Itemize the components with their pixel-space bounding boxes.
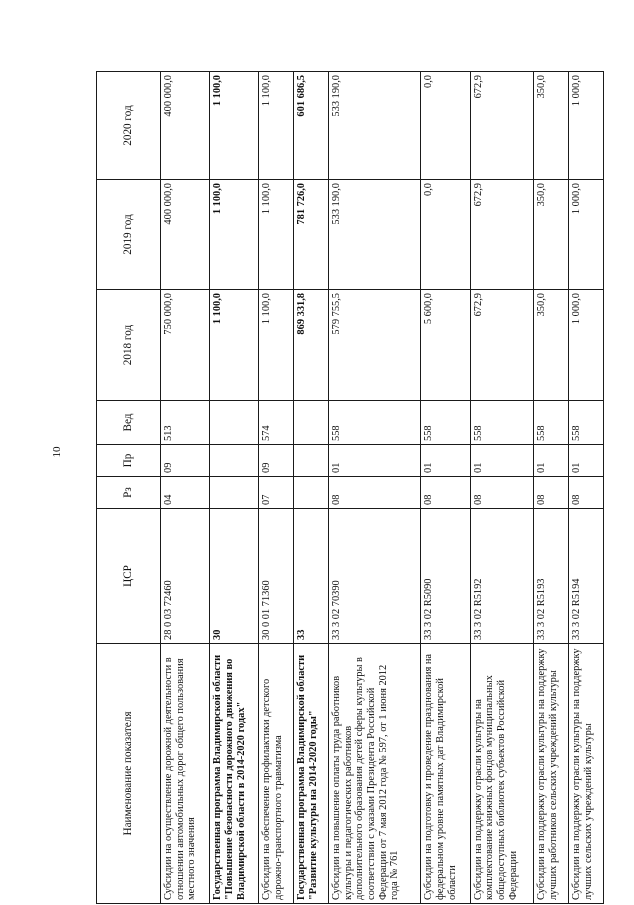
budget-table bbox=[96, 71, 604, 904]
cell-pr bbox=[210, 445, 259, 477]
cell-name: Субсидии на поддержку отрасли культуры на поддержку лучших сельских учреждений культуры bbox=[569, 644, 604, 904]
cell-rz: 04 bbox=[161, 477, 210, 509]
table-row bbox=[421, 72, 470, 904]
cell-2020: 350,0 bbox=[534, 72, 569, 180]
cell-rz bbox=[210, 477, 259, 509]
cell-pr: 01 bbox=[421, 445, 470, 477]
page-number: 10 bbox=[51, 446, 63, 458]
cell-2018: 672,9 bbox=[470, 290, 534, 401]
cell-2018: 350,0 bbox=[534, 290, 569, 401]
cell-2018: 869 331,8 bbox=[294, 290, 329, 401]
cell-2019: 0,0 bbox=[421, 180, 470, 290]
cell-2019: 533 190,0 bbox=[329, 180, 421, 290]
cell-rz: 08 bbox=[329, 477, 421, 509]
cell-2018: 1 100,0 bbox=[259, 290, 294, 401]
cell-pr: 09 bbox=[259, 445, 294, 477]
cell-2020: 1 000,0 bbox=[569, 72, 604, 180]
header-name: Наименование показателя bbox=[97, 644, 161, 904]
cell-ved: 558 bbox=[421, 401, 470, 445]
cell-csr: 33 3 02 R5192 bbox=[470, 509, 534, 644]
table-row bbox=[210, 72, 259, 904]
cell-rz: 08 bbox=[421, 477, 470, 509]
cell-2019: 1 100,0 bbox=[210, 180, 259, 290]
cell-csr: 33 3 02 R5193 bbox=[534, 509, 569, 644]
cell-2019: 350,0 bbox=[534, 180, 569, 290]
table-row bbox=[294, 72, 329, 904]
cell-ved: 558 bbox=[470, 401, 534, 445]
cell-pr: 09 bbox=[161, 445, 210, 477]
cell-csr: 33 3 02 70390 bbox=[329, 509, 421, 644]
cell-name: Субсидии на подготовку и проведение празднования на федеральном уровне памятных дат Владимирской области bbox=[421, 644, 470, 904]
cell-2020: 533 190,0 bbox=[329, 72, 421, 180]
cell-2018: 1 100,0 bbox=[210, 290, 259, 401]
cell-ved: 574 bbox=[259, 401, 294, 445]
cell-2018: 5 600,0 bbox=[421, 290, 470, 401]
header-2019: 2019 год bbox=[97, 180, 161, 290]
table-row bbox=[569, 72, 604, 904]
cell-2019: 1 000,0 bbox=[569, 180, 604, 290]
cell-2020: 1 100,0 bbox=[259, 72, 294, 180]
table-row bbox=[534, 72, 569, 904]
cell-csr: 28 0 03 72460 bbox=[161, 509, 210, 644]
cell-pr: 01 bbox=[534, 445, 569, 477]
cell-name: Субсидии на поддержку отрасли культуры на поддержку лучших работников сельских учреждений культуры bbox=[534, 644, 569, 904]
table-row bbox=[329, 72, 421, 904]
cell-rz: 08 bbox=[534, 477, 569, 509]
cell-ved bbox=[210, 401, 259, 445]
header-ved: Вед bbox=[97, 401, 161, 445]
cell-name: Субсидии на повышение оплаты труда работников культуры и педагогических работников дополнительного образования детей сферы культуры в соответствии с указами Президента Российской Федерации от 7 мая 2012 года № 597, от 1 июня 2012 года № 761 bbox=[329, 644, 421, 904]
cell-2020: 1 100,0 bbox=[210, 72, 259, 180]
cell-csr: 30 bbox=[210, 509, 259, 644]
cell-rz: 07 bbox=[259, 477, 294, 509]
header-2018: 2018 год bbox=[97, 290, 161, 401]
cell-name: Государственная программа Владимирской области "Развитие культуры на 2014-2020 годы" bbox=[294, 644, 329, 904]
cell-2019: 1 100,0 bbox=[259, 180, 294, 290]
cell-name: Субсидии на обеспечение профилактики детского дорожно-транспортного травматизма bbox=[259, 644, 294, 904]
cell-name: Государственная программа Владимирской области "Повышение безопасности дорожного движения во Владимирской области в 2014-2020 годах" bbox=[210, 644, 259, 904]
cell-csr: 30 0 01 71360 bbox=[259, 509, 294, 644]
cell-2020: 0,0 bbox=[421, 72, 470, 180]
cell-2018: 750 000,0 bbox=[161, 290, 210, 401]
table-row bbox=[470, 72, 534, 904]
cell-rz bbox=[294, 477, 329, 509]
cell-2018: 579 755,5 bbox=[329, 290, 421, 401]
cell-ved: 513 bbox=[161, 401, 210, 445]
header-csr: ЦСР bbox=[97, 509, 161, 644]
cell-csr: 33 3 02 R5194 bbox=[569, 509, 604, 644]
table-row bbox=[161, 72, 210, 904]
cell-2020: 672,9 bbox=[470, 72, 534, 180]
table-body bbox=[161, 72, 604, 904]
cell-pr bbox=[294, 445, 329, 477]
cell-ved bbox=[294, 401, 329, 445]
cell-pr: 01 bbox=[470, 445, 534, 477]
cell-name: Субсидии на поддержку отрасли культуры на комплектование книжных фондов муниципальных общедоступных библиотек субъектов Российской Федерации bbox=[470, 644, 534, 904]
cell-pr: 01 bbox=[569, 445, 604, 477]
rotated-table-container bbox=[96, 72, 604, 904]
header-pr: Пр bbox=[97, 445, 161, 477]
cell-2020: 601 686,5 bbox=[294, 72, 329, 180]
cell-pr: 01 bbox=[329, 445, 421, 477]
header-2020: 2020 год bbox=[97, 72, 161, 180]
cell-ved: 558 bbox=[569, 401, 604, 445]
cell-ved: 558 bbox=[534, 401, 569, 445]
cell-ved: 558 bbox=[329, 401, 421, 445]
cell-rz: 08 bbox=[470, 477, 534, 509]
cell-2019: 781 726,0 bbox=[294, 180, 329, 290]
cell-2019: 400 000,0 bbox=[161, 180, 210, 290]
cell-2019: 672,9 bbox=[470, 180, 534, 290]
table-header-row bbox=[97, 72, 161, 904]
cell-2018: 1 000,0 bbox=[569, 290, 604, 401]
cell-csr: 33 bbox=[294, 509, 329, 644]
cell-name: Субсидии на осуществление дорожной деятельности в отношении автомобильных дорог общего пользования местного значения bbox=[161, 644, 210, 904]
table-row bbox=[259, 72, 294, 904]
cell-2020: 400 000,0 bbox=[161, 72, 210, 180]
cell-csr: 33 3 02 R5090 bbox=[421, 509, 470, 644]
cell-rz: 08 bbox=[569, 477, 604, 509]
header-rz: Рз bbox=[97, 477, 161, 509]
